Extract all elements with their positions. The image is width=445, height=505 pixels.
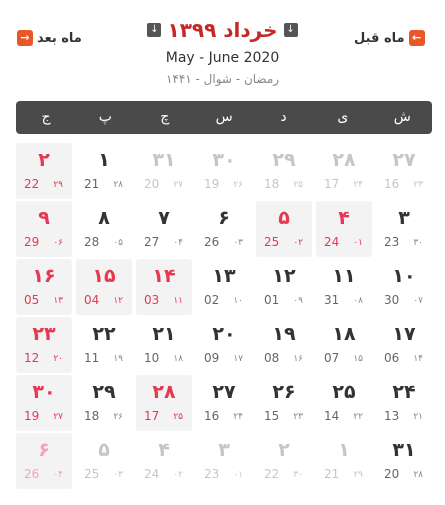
gregorian-day: 17 [324,177,340,191]
hijri-day: ۳۰ [413,238,423,248]
day-number: ۳۱ [392,439,416,461]
day-cell[interactable] [316,259,372,315]
hijri-day: ۰۳ [233,238,243,248]
day-cell[interactable] [256,375,312,431]
day-number: ۵ [278,207,290,229]
gregorian-day: 27 [144,235,160,249]
hijri-day: ۱۴ [413,354,423,364]
gregorian-day: 22 [264,467,280,481]
gregorian-day: 25 [84,467,100,481]
day-cell[interactable] [256,317,312,373]
day-cell[interactable] [256,201,312,257]
day-number: ۲۳ [32,323,56,345]
gregorian-day: 18 [264,177,280,191]
day-cell[interactable] [376,259,432,315]
day-cell[interactable] [136,317,192,373]
day-number: ۲۲ [92,323,116,345]
gregorian-day: 17 [144,409,160,423]
gregorian-day: 28 [84,235,100,249]
gregorian-day: 01 [264,293,280,307]
day-cell[interactable] [76,201,132,257]
day-cell[interactable] [136,143,192,199]
weekday-label: پ [98,109,112,125]
day-number: ۲۵ [332,381,356,403]
day-number: ۲ [38,149,50,171]
day-cell[interactable] [196,375,252,431]
gregorian-day: 19 [204,177,220,191]
hijri-day: ۲۰ [53,354,63,364]
month-dropdown-icon[interactable]: ↓ [284,23,298,37]
arrow-left-icon[interactable]: ← [409,30,425,46]
month-title-row [0,18,445,42]
hijri-day: ۲۵ [293,180,303,190]
hijri-day: ۰۹ [293,296,303,306]
hijri-day: ۰۶ [53,238,63,248]
day-number: ۲۹ [272,149,296,171]
day-number: ۱۳ [212,265,236,287]
day-cell[interactable] [76,375,132,431]
day-number: ۱ [338,439,350,461]
hijri-day: ۰۱ [353,238,363,248]
gregorian-day: 06 [384,351,400,365]
hijri-day: ۰۵ [113,238,123,248]
gregorian-day: 26 [204,235,220,249]
hijri-day: ۰۸ [353,296,363,306]
year-dropdown-icon[interactable]: ↓ [147,23,161,37]
gregorian-day: 03 [144,293,160,307]
gregorian-day: 09 [204,351,220,365]
day-number: ۶ [38,439,50,461]
hijri-day: ۲۷ [173,180,183,190]
hijri-subtitle: رمضان - شوال - ۱۴۴۱ [165,72,280,86]
gregorian-day: 07 [324,351,340,365]
gregorian-day: 23 [384,235,400,249]
weekday-label: چ [160,109,170,125]
day-number: ۲۸ [332,149,356,171]
day-cell[interactable] [136,259,192,315]
gregorian-day: 12 [24,351,40,365]
hijri-day: ۰۱ [233,470,243,480]
calendar-grid [16,143,432,489]
hijri-day: ۲۸ [113,180,123,190]
gregorian-day: 16 [384,177,400,191]
day-cell[interactable] [376,317,432,373]
hijri-day: ۲۲ [353,412,363,422]
day-number: ۹ [38,207,50,229]
day-cell[interactable] [76,259,132,315]
day-number: ۱۰ [392,265,416,287]
day-number: ۳۱ [152,149,176,171]
hijri-day: ۰۲ [173,470,183,480]
day-number: ۱۷ [392,323,416,345]
gregorian-day: 16 [204,409,220,423]
weekday-label: س [215,109,233,125]
day-cell[interactable] [136,201,192,257]
hijri-day: ۲۴ [353,180,363,190]
day-cell[interactable] [16,317,72,373]
gregorian-day: 20 [144,177,160,191]
gregorian-day: 10 [144,351,160,365]
gregorian-day: 30 [384,293,400,307]
hijri-day: ۲۹ [353,470,363,480]
page-title: خرداد ۱۳۹۹ [167,18,278,42]
day-number: ۱۱ [332,265,356,287]
day-cell[interactable] [256,433,312,489]
hijri-day: ۱۳ [53,296,63,306]
gregorian-day: 21 [84,177,100,191]
gregorian-day: 14 [324,409,340,423]
day-cell[interactable] [376,143,432,199]
gregorian-day: 21 [324,467,340,481]
hijri-day: ۲۶ [113,412,123,422]
hijri-day: ۱۶ [293,354,303,364]
hijri-day: ۰۲ [293,238,303,248]
day-number: ۴ [158,439,170,461]
day-number: ۳ [218,439,230,461]
day-number: ۷ [158,207,170,229]
weekday-label: ج [41,109,51,125]
day-number: ۲۷ [392,149,416,171]
day-number: ۱۹ [272,323,296,345]
prev-month-label: ماه قبل [354,30,405,46]
gregorian-day: 23 [204,467,220,481]
day-number: ۳ [398,207,410,229]
hijri-day: ۰۴ [53,470,63,480]
day-number: ۲۸ [152,381,176,403]
weekday-label: ش [393,109,411,125]
day-number: ۱۸ [332,323,356,345]
day-cell[interactable] [196,433,252,489]
day-number: ۱۵ [92,265,116,287]
day-cell[interactable] [76,433,132,489]
gregorian-day: 25 [264,235,280,249]
day-cell[interactable] [76,143,132,199]
day-number: ۱۲ [272,265,296,287]
gregorian-day: 05 [24,293,40,307]
day-number: ۵ [98,439,110,461]
gregorian-day: 24 [324,235,340,249]
hijri-day: ۰۷ [413,296,423,306]
gregorian-subtitle: May - June 2020 [165,50,280,66]
hijri-day: ۱۵ [353,354,363,364]
arrow-right-icon[interactable]: → [17,30,33,46]
day-cell[interactable] [136,375,192,431]
day-cell[interactable] [16,259,72,315]
gregorian-day: 04 [84,293,100,307]
hijri-day: ۲۳ [293,412,303,422]
gregorian-day: 29 [24,235,40,249]
hijri-day: ۱۲ [113,296,123,306]
gregorian-day: 22 [24,177,40,191]
hijri-day: ۳۰ [293,470,303,480]
weekday-label: ی [337,109,349,125]
day-cell[interactable] [256,143,312,199]
day-cell[interactable] [376,375,432,431]
day-cell[interactable] [76,317,132,373]
hijri-day: ۲۹ [53,180,63,190]
day-cell[interactable] [136,433,192,489]
hijri-day: ۱۷ [233,354,243,364]
day-cell[interactable] [316,201,372,257]
hijri-day: ۱۸ [173,354,183,364]
hijri-day: ۲۱ [413,412,423,422]
day-number: ۱۶ [32,265,56,287]
day-cell[interactable] [376,201,432,257]
gregorian-day: 15 [264,409,280,423]
gregorian-day: 19 [24,409,40,423]
day-number: ۲ [278,439,290,461]
hijri-day: ۱۰ [233,296,243,306]
hijri-day: ۱۹ [113,354,123,364]
day-cell[interactable] [196,201,252,257]
day-cell[interactable] [196,143,252,199]
day-cell[interactable] [16,201,72,257]
day-cell[interactable] [256,259,312,315]
gregorian-day: 20 [384,467,400,481]
hijri-day: ۲۷ [53,412,63,422]
day-cell[interactable] [316,317,372,373]
gregorian-day: 02 [204,293,220,307]
gregorian-day: 08 [264,351,280,365]
weekday-label: د [280,109,287,125]
day-number: ۲۹ [92,381,116,403]
day-cell[interactable] [196,317,252,373]
day-number: ۲۷ [212,381,236,403]
hijri-day: ۰۳ [113,470,123,480]
day-number: ۸ [98,207,110,229]
gregorian-day: 18 [84,409,100,423]
hijri-day: ۰۴ [173,238,183,248]
day-number: ۴ [338,207,350,229]
day-number: ۳۰ [212,149,236,171]
day-number: ۲۱ [152,323,176,345]
day-cell[interactable] [16,143,72,199]
weekday-header [16,101,432,134]
hijri-day: ۲۶ [233,180,243,190]
day-number: ۳۰ [32,381,56,403]
day-cell[interactable] [316,433,372,489]
hijri-day: ۲۴ [233,412,243,422]
day-number: ۲۶ [272,381,296,403]
hijri-day: ۱۱ [173,296,183,306]
gregorian-day: 13 [384,409,400,423]
gregorian-day: 31 [324,293,340,307]
hijri-day: ۲۵ [173,412,183,422]
day-number: ۲۰ [212,323,236,345]
day-cell[interactable] [376,433,432,489]
gregorian-day: 26 [24,467,40,481]
gregorian-day: 11 [84,351,100,365]
day-cell[interactable] [316,375,372,431]
day-number: ۲۴ [392,381,416,403]
hijri-day: ۲۳ [413,180,423,190]
next-month-label: ماه بعد [37,30,82,46]
day-number: ۱ [98,149,110,171]
day-cell[interactable] [16,433,72,489]
hijri-day: ۲۸ [413,470,423,480]
day-cell[interactable] [196,259,252,315]
day-number: ۶ [218,207,230,229]
day-number: ۱۴ [152,265,176,287]
day-cell[interactable] [16,375,72,431]
gregorian-day: 24 [144,467,160,481]
day-cell[interactable] [316,143,372,199]
